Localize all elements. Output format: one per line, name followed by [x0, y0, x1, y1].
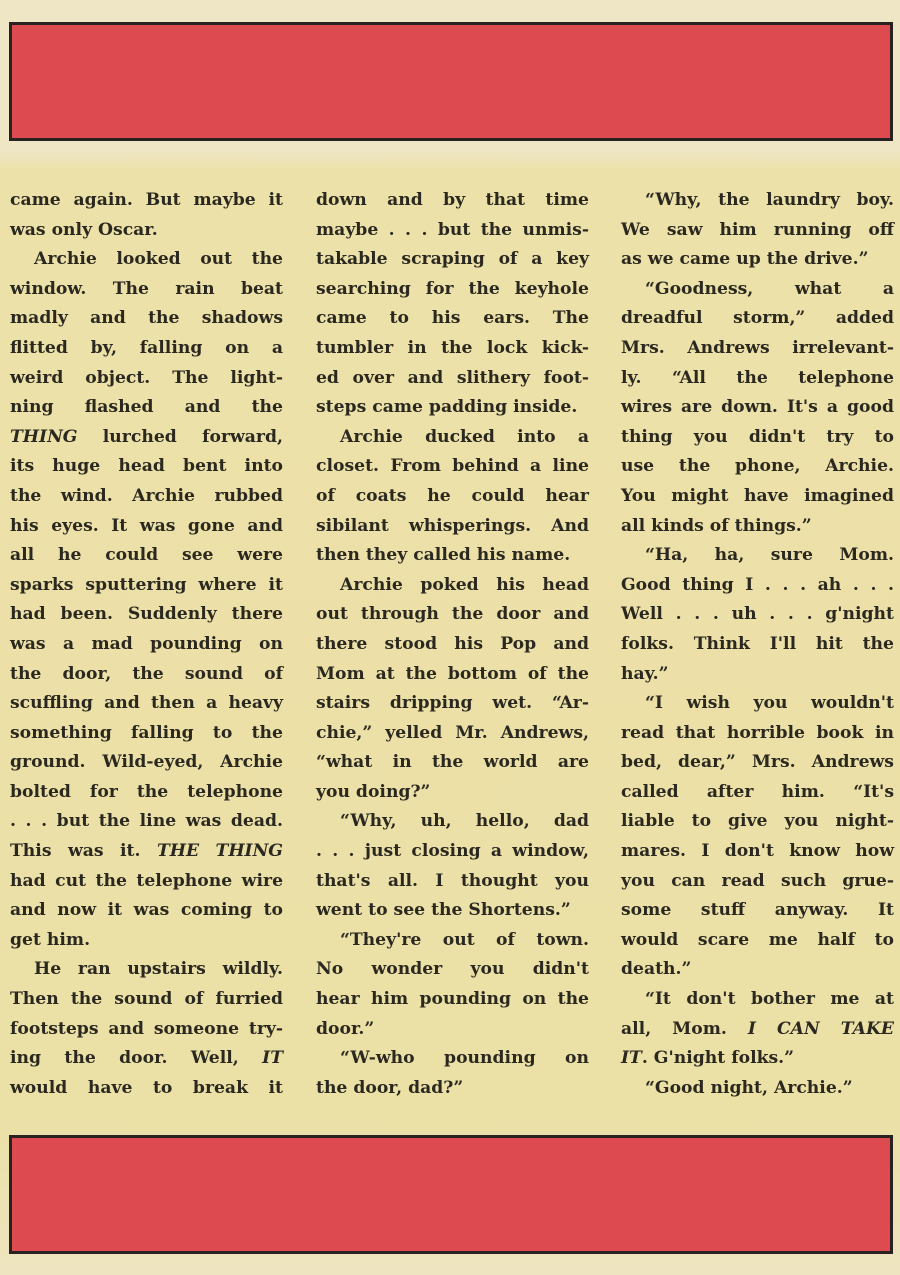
text-line: door.”	[316, 1018, 375, 1039]
text-line: death.”	[621, 959, 692, 980]
text-line: Well . . . uh . . . g'night	[621, 604, 894, 625]
text-line: had cut the telephone wire	[10, 870, 283, 891]
text-line: came to his ears. The	[316, 308, 589, 329]
emphasized-text: I CAN TAKE	[747, 1018, 894, 1039]
text-line: folks. Think I'll hit the	[621, 633, 894, 654]
text-line: sparks sputtering where it	[10, 574, 283, 595]
emphasized-text: IT	[621, 1048, 642, 1069]
text-line: . . . just closing a window,	[316, 841, 589, 862]
text-line: hear him pounding on the	[316, 989, 589, 1010]
text-line: wires are down. It's a good	[621, 397, 894, 418]
text-line: mares. I don't know how	[621, 841, 894, 862]
text-line: thing you didn't try to	[621, 426, 894, 447]
text-column-3	[621, 186, 894, 1103]
text-line: Then the sound of furried	[10, 989, 283, 1010]
text-line: of coats he could hear	[316, 485, 589, 506]
text-line: called after him. “It's	[621, 781, 894, 802]
text-line: footsteps and someone try-	[10, 1018, 283, 1039]
text-line: that's all. I thought you	[316, 870, 589, 891]
text-line: the door, dad?”	[316, 1077, 464, 1098]
red-banner-top	[9, 22, 893, 141]
text-line: “I wish you wouldn't	[645, 693, 894, 714]
text-line: Archie poked his head	[340, 574, 589, 595]
text-line: You might have imagined	[621, 485, 894, 506]
text-line: maybe . . . but the unmis-	[316, 219, 589, 240]
text-line: “Why, the laundry boy.	[645, 190, 894, 210]
text-column-1	[10, 186, 283, 1103]
text-line: was a mad pounding on	[10, 633, 283, 654]
text-segment: all, Mom.	[621, 1018, 748, 1039]
text-line: . . . but the line was dead.	[10, 811, 283, 832]
text-line: takable scraping of a key	[316, 249, 589, 270]
text-line: bolted for the telephone	[10, 781, 283, 802]
text-line: ly. “All the telephone	[621, 367, 894, 388]
text-line: window. The rain beat	[10, 278, 283, 299]
text-segment: This was it.	[10, 841, 157, 862]
text-line: went to see the Shortens.”	[316, 900, 571, 921]
text-line: dreadful storm,” added	[621, 308, 894, 329]
text-line: his eyes. It was gone and	[10, 515, 283, 536]
text-line: closet. From behind a line	[316, 456, 589, 477]
text-line: had been. Suddenly there	[10, 604, 283, 625]
text-line: read that horrible book in	[621, 722, 894, 743]
text-line	[621, 1044, 894, 1074]
text-line: No wonder you didn't	[316, 959, 589, 980]
text-line: “They're out of town.	[340, 929, 589, 950]
text-line: ning flashed and the	[10, 397, 283, 418]
text-line	[10, 837, 283, 867]
emphasized-text: IT	[262, 1048, 283, 1069]
text-line: use the phone, Archie.	[621, 456, 894, 477]
text-line: “W-who pounding on	[340, 1048, 589, 1069]
text-line: the door, the sound of	[10, 663, 283, 684]
text-line: “Good night, Archie.”	[645, 1077, 853, 1098]
text-line: “Ha, ha, sure Mom.	[645, 545, 894, 566]
text-line: down and by that time	[316, 190, 589, 210]
text-line	[10, 1044, 283, 1074]
text-line: there stood his Pop and	[316, 633, 589, 654]
text-line: ed over and slithery foot-	[316, 367, 589, 388]
text-line: all he could see were	[10, 545, 283, 566]
text-line: get him.	[10, 929, 91, 950]
text-line: chie,” yelled Mr. Andrews,	[316, 722, 589, 743]
text-line: sibilant whisperings. And	[316, 515, 589, 536]
text-line: “what in the world are	[316, 752, 589, 773]
text-line: tumbler in the lock kick-	[316, 337, 589, 358]
text-line: would scare me half to	[621, 929, 894, 950]
text-line: Mrs. Andrews irrelevant-	[621, 337, 894, 358]
text-segment: ing the door. Well,	[10, 1048, 263, 1069]
text-line: “Why, uh, hello, dad	[340, 811, 589, 832]
text-line: was only Oscar.	[10, 219, 158, 240]
text-line: searching for the keyhole	[316, 278, 589, 299]
text-line: you doing?”	[316, 781, 431, 802]
text-column-2	[316, 186, 589, 1103]
text-line: its huge head bent into	[10, 456, 283, 477]
text-line: He ran upstairs wildly.	[34, 959, 283, 980]
text-segment: lurched forward,	[77, 426, 283, 447]
text-line: Mom at the bottom of the	[316, 663, 589, 684]
text-line	[621, 1015, 894, 1045]
text-line: ground. Wild-eyed, Archie	[10, 752, 283, 773]
text-line: you can read such grue-	[621, 870, 894, 891]
text-line: as we came up the drive.”	[621, 249, 869, 270]
text-line: some stuff anyway. It	[621, 900, 894, 921]
text-segment: . G'night folks.”	[641, 1048, 795, 1069]
text-line: scuffling and then a heavy	[10, 693, 283, 714]
text-line	[10, 423, 283, 453]
text-line: weird object. The light-	[10, 367, 283, 388]
text-line: stairs dripping wet. “Ar-	[316, 693, 589, 714]
red-banner-bottom	[9, 1135, 893, 1254]
text-line: “It don't bother me at	[645, 989, 894, 1010]
text-line: out through the door and	[316, 604, 589, 625]
text-line: came again. But maybe it	[10, 190, 283, 210]
text-line: “Goodness, what a	[645, 278, 894, 299]
text-line: hay.”	[621, 663, 669, 684]
text-line: Archie ducked into a	[340, 426, 589, 447]
text-line: all kinds of things.”	[621, 515, 812, 536]
text-line: liable to give you night-	[621, 811, 894, 832]
text-line: flitted by, falling on a	[10, 337, 283, 358]
text-line: madly and the shadows	[10, 308, 283, 329]
text-line: Archie looked out the	[34, 249, 283, 270]
text-line: then they called his name.	[316, 545, 571, 566]
emphasized-text: THING	[10, 426, 78, 447]
text-line: would have to break it	[10, 1077, 283, 1098]
text-line: Good thing I . . . ah . . .	[621, 574, 894, 595]
emphasized-text: THE THING	[156, 841, 283, 862]
text-line: something falling to the	[10, 722, 283, 743]
text-line: the wind. Archie rubbed	[10, 485, 283, 506]
text-line: bed, dear,” Mrs. Andrews	[621, 752, 894, 773]
text-line: steps came padding inside.	[316, 397, 578, 418]
text-line: We saw him running off	[621, 219, 894, 240]
text-line: and now it was coming to	[10, 900, 283, 921]
